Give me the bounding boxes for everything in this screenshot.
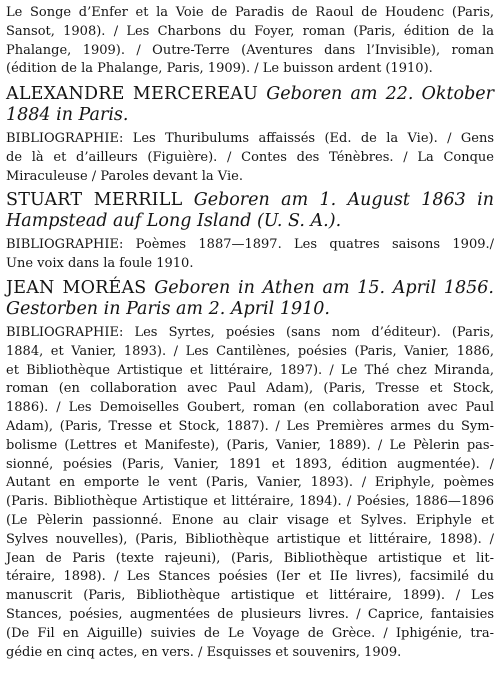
text-line: Miraculeuse / Paroles devant la Vie. (6, 168, 243, 184)
text-line: 1886). / Les Demoiselles Goubert, roman (en collaboration avec Paul (6, 400, 494, 416)
author-birth: Geboren am 1. August 1863 in (193, 190, 494, 210)
author-name: ALEXANDRE MERCEREAU (6, 84, 259, 104)
text-line: Sylves nouvelles), (Paris, Bibliothèque artistique et littéraire, 1898). / (6, 531, 494, 547)
text-line: gédie en cinq actes, en vers. / Esquisses et souvenirs, 1909. (6, 644, 402, 660)
author-birth: Geboren am 22. Oktober (266, 84, 494, 104)
text-line: BIBLIOGRAPHIE: Les Thuribulums affaissés (Ed. de la Vie). / Gens (6, 131, 494, 146)
author-birth-cont: Hampstead auf Long Island (U. S. A.). (6, 211, 342, 231)
heading-moreas (6, 278, 494, 320)
text-line: et Bibliothèque Artistique et littéraire, 1897). / Le Thé chez Miranda, (6, 362, 494, 378)
author-birth: Geboren in Athen am 15. April 1856. (154, 278, 494, 298)
text-line: Phalange, 1909). / Outre-Terre (Aventures dans l’Invisible), roman (6, 42, 494, 58)
author-name: STUART MERRILL (6, 190, 183, 210)
text-line: téraire, 1898). / Les Stances poésies (Ier et IIe livres), facsimilé du (6, 569, 494, 585)
text-line: sionné, poésies (Paris, Vanier, 1891 et 1893, édition augmentée). / (6, 456, 494, 472)
text-line: manuscrit (Paris, Bibliothèque artistique et littéraire, 1899). / Les (6, 588, 494, 604)
text-line: Stances, poésies, augmentées de plusieurs livres. / Caprice, fantaisies (6, 606, 494, 622)
text-line: 1884, et Vanier, 1893). / Les Cantilènes, poésies (Paris, Vanier, 1886, (6, 343, 494, 359)
text-line: bolisme (Lettres et Manifeste), (Paris, Vanier, 1889). / Le Pèlerin pas- (6, 437, 494, 453)
text-line: Jean de Paris (texte rajeuni), (Paris, Bibliothèque artistique et lit- (6, 550, 494, 566)
text-line: (De Fil en Aiguille) suivies de Le Voyage de Grèce. / Iphigénie, tra- (6, 625, 494, 641)
paragraph-merrill-bibliography (6, 236, 494, 274)
text-line: (Le Pèlerin passionné. Enone au clair visage et Sylves. Eriphyle et (6, 512, 494, 528)
heading-merrill (6, 190, 494, 232)
text-line: (édition de la Phalange, Paris, 1909). / Le buisson ardent (1910). (6, 61, 433, 77)
text-line: BIBLIOGRAPHIE: Les Syrtes, poésies (sans nom d’éditeur). (Paris, (6, 325, 494, 340)
text-line: Le Songe d’Enfer et la Voie de Paradis de Raoul de Houdenc (Paris, (6, 5, 494, 20)
text-line: Adam), (Paris, Tresse et Stock, 1887). / Les Premières armes du Sym- (6, 418, 494, 434)
heading-mercereau (6, 84, 494, 126)
text-line: roman (en collaboration avec Paul Adam), (Paris, Tresse et Stock, (6, 381, 494, 397)
text-line: de là et d’ailleurs (Figuière). / Contes des Ténèbres. / La Conque (6, 149, 494, 165)
author-name: JEAN MORÉAS (6, 278, 147, 298)
text-line: Une voix dans la foule 1910. (6, 255, 194, 271)
paragraph-mercereau-bibliography (6, 130, 494, 186)
text-line: Sansot, 1908). / Les Charbons du Foyer, roman (Paris, édition de la (6, 23, 494, 39)
paragraph-raoul-works (6, 4, 494, 79)
text-line: (Paris. Bibliothèque Artistique et littéraire, 1894). / Poésies, 1886—1896 (6, 494, 494, 510)
paragraph-moreas-bibliography (6, 324, 494, 662)
author-birth-cont: 1884 in Paris. (6, 105, 129, 125)
text-line: BIBLIOGRAPHIE: Poèmes 1887—1897. Les quatres saisons 1909./ (6, 237, 494, 252)
text-line: Autant en emporte le vent (Paris, Vanier, 1893). / Eriphyle, poèmes (6, 475, 494, 491)
author-death: Gestorben in Paris am 2. April 1910. (6, 299, 330, 319)
